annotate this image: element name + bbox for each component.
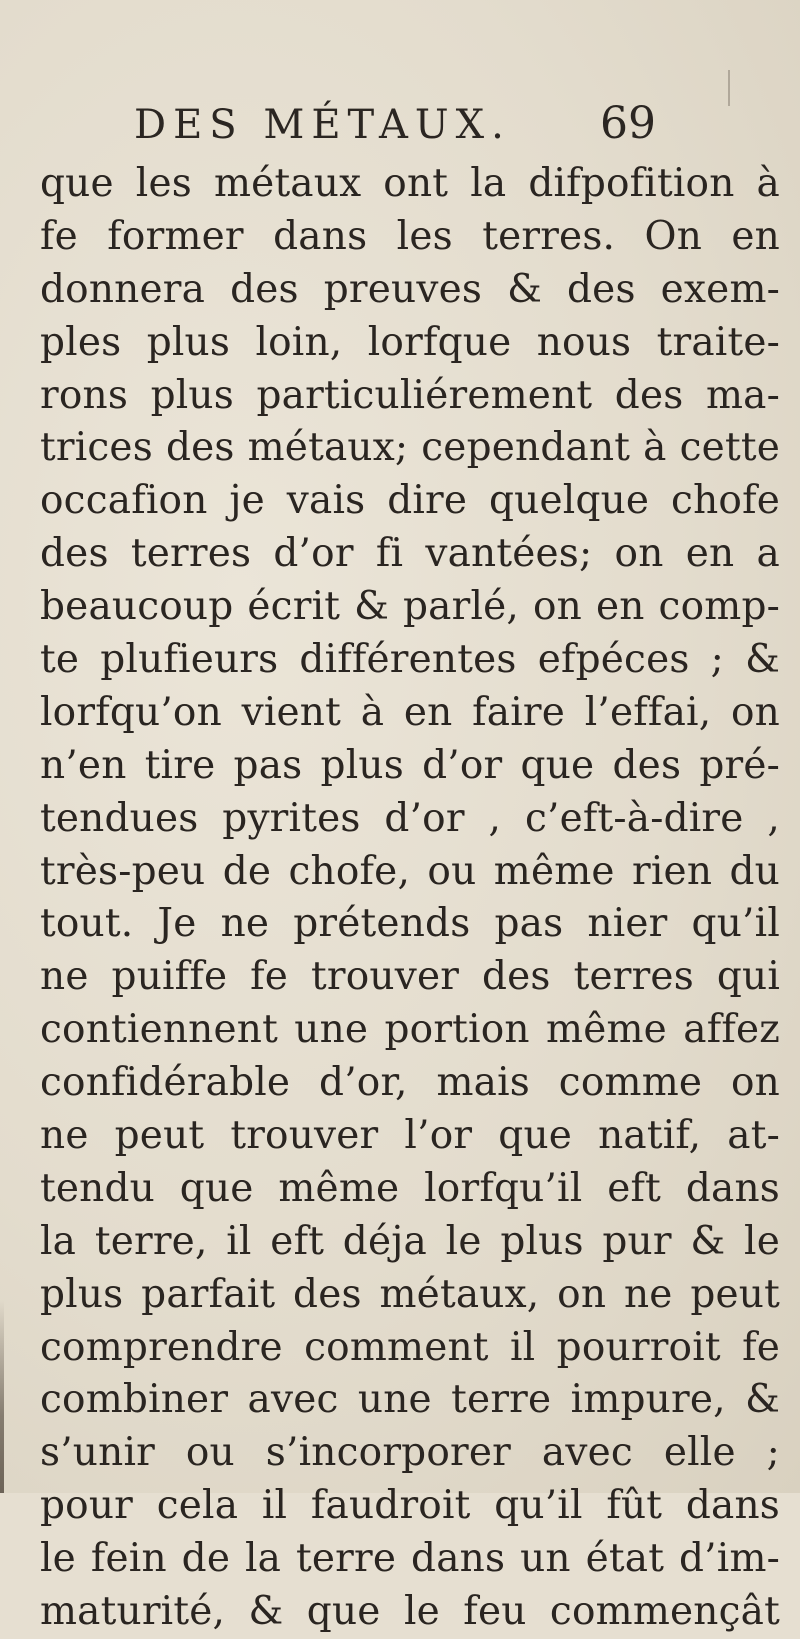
page-edge-shadow bbox=[0, 1300, 4, 1493]
text-line: tendu que même lorfqu’il eft dans bbox=[40, 1165, 780, 1211]
text-line: contiennent une portion même affez bbox=[40, 1007, 780, 1053]
text-line: n’en tire pas plus d’or que des pré- bbox=[40, 742, 780, 788]
text-line: ples plus loin, lorfque nous traite- bbox=[40, 319, 780, 365]
page-header bbox=[0, 98, 800, 158]
text-line: le fein de la terre dans un état d’im- bbox=[40, 1536, 780, 1582]
text-line: rons plus particuliérement des ma- bbox=[40, 372, 780, 418]
text-line: confidérable d’or, mais comme on bbox=[40, 1060, 780, 1106]
text-line: la terre, il eft déja le plus pur & le bbox=[40, 1218, 780, 1264]
page-number: 69 bbox=[600, 98, 656, 149]
running-title: DES MÉTAUX. bbox=[134, 102, 511, 148]
body-text bbox=[40, 158, 780, 1639]
text-line: ne puiffe fe trouver des terres qui bbox=[40, 954, 780, 1000]
text-line: ne peut trouver l’or que natif, at- bbox=[40, 1113, 780, 1159]
text-line: te plufieurs différentes efpéces ; & bbox=[40, 637, 780, 683]
text-line: comprendre comment il pourroit fe bbox=[40, 1324, 780, 1370]
text-line: s’unir ou s’incorporer avec elle ; bbox=[40, 1430, 780, 1476]
text-line: donnera des preuves & des exem- bbox=[40, 266, 780, 312]
text-line: trices des métaux; cependant à cette bbox=[40, 425, 780, 471]
text-line: plus parfait des métaux, on ne peut bbox=[40, 1271, 780, 1317]
text-line: tout. Je ne prétends pas nier qu’il bbox=[40, 901, 780, 947]
text-line: tendues pyrites d’or , c’eft-à-dire , bbox=[40, 795, 780, 841]
text-line: maturité, & que le feu commençât bbox=[40, 1589, 780, 1635]
text-line: des terres d’or fi vantées; on en a bbox=[40, 531, 780, 577]
text-line: fe former dans les terres. On en bbox=[40, 213, 780, 259]
text-line: occafion je vais dire quelque chofe bbox=[40, 478, 780, 524]
text-line: que les métaux ont la difpofition à bbox=[40, 161, 780, 206]
text-line: beaucoup écrit & parlé, on en comp- bbox=[40, 584, 780, 630]
text-line: lorfqu’on vient à en faire l’effai, on bbox=[40, 689, 780, 735]
text-line: pour cela il faudroit qu’il fût dans bbox=[40, 1483, 780, 1529]
text-line: combiner avec une terre impure, & bbox=[40, 1377, 780, 1423]
text-line: très-peu de chofe, ou même rien du bbox=[40, 848, 780, 894]
